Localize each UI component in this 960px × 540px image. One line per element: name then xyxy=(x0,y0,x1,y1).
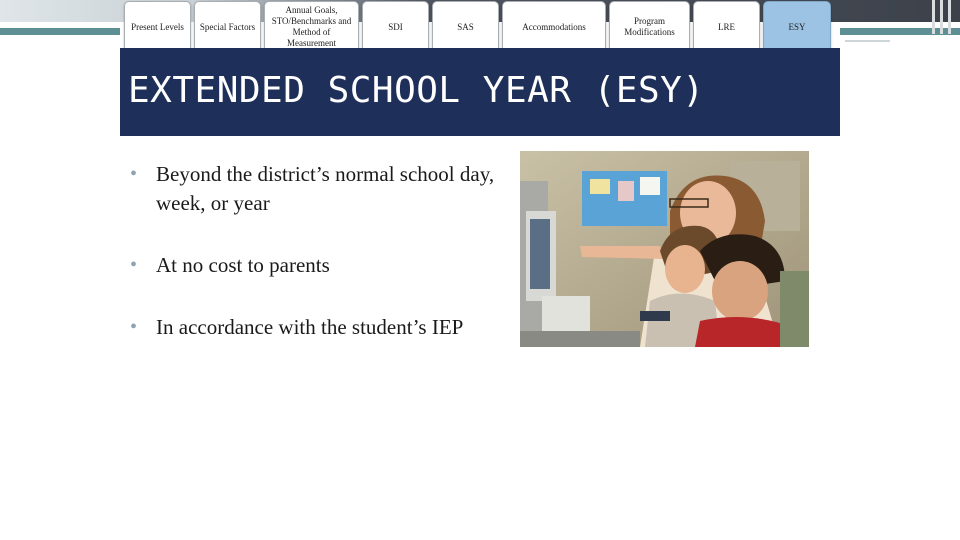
tab-label: Special Factors xyxy=(199,21,256,32)
teal-accent-line-left xyxy=(0,28,120,35)
tab-label: Accommodations xyxy=(522,21,586,32)
slide-title: EXTENDED SCHOOL YEAR (ESY) xyxy=(128,70,705,111)
tab-program-modifications[interactable] xyxy=(609,1,690,53)
tab-label: SAS xyxy=(457,21,474,32)
tab-annual-goals[interactable] xyxy=(264,1,359,53)
thin-accent-line xyxy=(845,40,890,42)
bullet-dot-icon: • xyxy=(130,163,138,185)
tab-special-factors[interactable] xyxy=(194,1,261,53)
tab-accommodations[interactable] xyxy=(502,1,606,53)
bullet-list xyxy=(130,160,510,375)
bullet-item xyxy=(130,313,510,342)
bullet-dot-icon: • xyxy=(130,316,138,338)
tab-label: SDI xyxy=(388,21,403,32)
bullet-text: In accordance with the student’s IEP xyxy=(156,315,464,339)
vertical-accent-bar xyxy=(948,0,951,34)
tab-label: Program Modifications xyxy=(624,16,675,37)
bullet-text: At no cost to parents xyxy=(156,253,330,277)
tab-lre[interactable] xyxy=(693,1,760,53)
bullet-item xyxy=(130,251,510,280)
tab-esy[interactable] xyxy=(763,1,831,53)
title-band xyxy=(120,48,840,136)
tab-sas[interactable] xyxy=(432,1,499,53)
vertical-accent-bar xyxy=(940,0,943,34)
bullet-text: Beyond the district’s normal school day, week, or year xyxy=(156,162,495,215)
tab-present-levels[interactable] xyxy=(124,1,191,53)
tab-label: Present Levels xyxy=(131,21,184,32)
tab-label: LRE xyxy=(718,21,735,32)
tab-sdi[interactable] xyxy=(362,1,429,53)
tab-label: ESY xyxy=(788,21,806,32)
bullet-item xyxy=(130,160,510,218)
vertical-accent-bar xyxy=(932,0,935,34)
bullet-dot-icon: • xyxy=(130,254,138,276)
classroom-photo xyxy=(520,151,809,347)
tab-label: Annual Goals, STO/Benchmarks and Method of Measurement xyxy=(271,5,352,48)
